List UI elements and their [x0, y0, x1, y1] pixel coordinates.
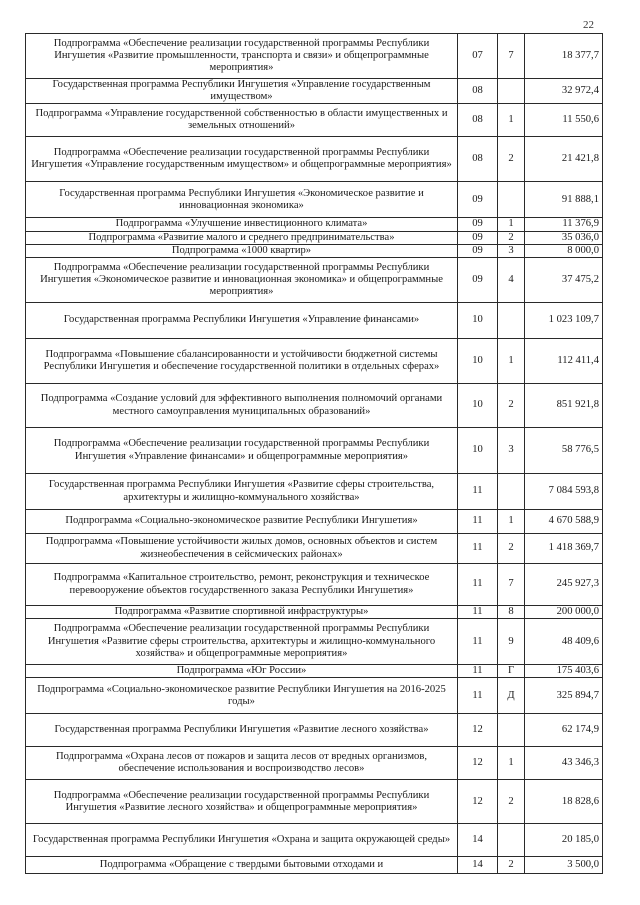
- subprogram-code-cell: 8: [498, 606, 525, 619]
- amount-cell: 11 376,9: [525, 218, 603, 231]
- program-code-cell: 10: [458, 384, 498, 428]
- subprogram-code-cell: 2: [498, 534, 525, 564]
- program-name-cell: Государственная программа Республики Ингушетия «Развитие лесного хозяйства»: [26, 714, 458, 747]
- amount-cell: 4 670 588,9: [525, 510, 603, 534]
- program-code-cell: 10: [458, 428, 498, 474]
- subprogram-code-cell: 3: [498, 428, 525, 474]
- program-code-cell: 08: [458, 79, 498, 104]
- program-code-cell: 11: [458, 606, 498, 619]
- subprogram-code-cell: 2: [498, 780, 525, 824]
- program-code-cell: 11: [458, 474, 498, 510]
- program-code-cell: 12: [458, 747, 498, 780]
- amount-cell: 11 550,6: [525, 104, 603, 137]
- program-code-cell: 14: [458, 857, 498, 874]
- subprogram-code-cell: 1: [498, 510, 525, 534]
- table-row: [26, 857, 603, 874]
- subprogram-code-cell: 2: [498, 137, 525, 182]
- program-code-cell: 09: [458, 244, 498, 257]
- program-code-cell: 08: [458, 137, 498, 182]
- table-row: [26, 384, 603, 428]
- subprogram-code-cell: 1: [498, 339, 525, 384]
- subprogram-code-cell: 2: [498, 857, 525, 874]
- program-code-cell: 11: [458, 619, 498, 665]
- program-code-cell: 09: [458, 218, 498, 231]
- program-code-cell: 12: [458, 780, 498, 824]
- program-name-cell: Подпрограмма «Обеспечение реализации государственной программы Республики Ингушетия «Управление государственным имуществом» и общепрограммные мероприятия»: [26, 137, 458, 182]
- table-row: [26, 244, 603, 257]
- subprogram-code-cell: [498, 824, 525, 857]
- table-row: [26, 34, 603, 79]
- amount-cell: 91 888,1: [525, 182, 603, 218]
- subprogram-code-cell: Г: [498, 665, 525, 678]
- table-row: [26, 534, 603, 564]
- subprogram-code-cell: Д: [498, 678, 525, 714]
- table-row: [26, 619, 603, 665]
- amount-cell: 20 185,0: [525, 824, 603, 857]
- program-name-cell: Государственная программа Республики Ингушетия «Управление государственным имуществом»: [26, 79, 458, 104]
- table-row: [26, 606, 603, 619]
- table-row: [26, 474, 603, 510]
- program-name-cell: Подпрограмма «Создание условий для эффективного выполнения полномочий органами местного самоуправления муниципальных образований»: [26, 384, 458, 428]
- program-code-cell: 14: [458, 824, 498, 857]
- amount-cell: 112 411,4: [525, 339, 603, 384]
- program-name-cell: Подпрограмма «Социально-экономическое развитие Республики Ингушетия»: [26, 510, 458, 534]
- program-code-cell: 11: [458, 510, 498, 534]
- amount-cell: 18 828,6: [525, 780, 603, 824]
- budget-table: [25, 33, 603, 874]
- program-name-cell: Подпрограмма «Обеспечение реализации государственной программы Республики Ингушетия «Развитие промышленности, транспорта и связи» и общепрограммные мероприятия»: [26, 34, 458, 79]
- program-code-cell: 09: [458, 231, 498, 244]
- subprogram-code-cell: 9: [498, 619, 525, 665]
- subprogram-code-cell: 2: [498, 231, 525, 244]
- table-row: [26, 714, 603, 747]
- subprogram-code-cell: [498, 474, 525, 510]
- subprogram-code-cell: 4: [498, 258, 525, 303]
- subprogram-code-cell: 1: [498, 218, 525, 231]
- amount-cell: 35 036,0: [525, 231, 603, 244]
- subprogram-code-cell: 2: [498, 384, 525, 428]
- budget-table-body: [26, 34, 603, 874]
- program-code-cell: 10: [458, 303, 498, 339]
- program-name-cell: Подпрограмма «Обращение с твердыми бытовыми отходами и: [26, 857, 458, 874]
- program-code-cell: 09: [458, 182, 498, 218]
- program-name-cell: Подпрограмма «Обеспечение реализации государственной программы Республики Ингушетия «Развитие лесного хозяйства» и общепрограммные мероприятия»: [26, 780, 458, 824]
- subprogram-code-cell: 1: [498, 747, 525, 780]
- subprogram-code-cell: [498, 79, 525, 104]
- program-name-cell: Подпрограмма «Улучшение инвестиционного климата»: [26, 218, 458, 231]
- amount-cell: 200 000,0: [525, 606, 603, 619]
- table-row: [26, 665, 603, 678]
- amount-cell: 175 403,6: [525, 665, 603, 678]
- program-name-cell: Подпрограмма «Обеспечение реализации государственной программы Республики Ингушетия «Экономическое развитие и инновационная экономика» и общепрограммные мероприятия»: [26, 258, 458, 303]
- amount-cell: 851 921,8: [525, 384, 603, 428]
- amount-cell: 62 174,9: [525, 714, 603, 747]
- program-name-cell: Подпрограмма «Повышение устойчивости жилых домов, основных объектов и систем жизнеобеспечения в сейсмических районах»: [26, 534, 458, 564]
- amount-cell: 1 418 369,7: [525, 534, 603, 564]
- table-row: [26, 339, 603, 384]
- subprogram-code-cell: 7: [498, 564, 525, 606]
- program-name-cell: Подпрограмма «Повышение сбалансированности и устойчивости бюджетной системы Республики Ингушетия и обеспечение государственной политики в отдельных сферах»: [26, 339, 458, 384]
- program-name-cell: Подпрограмма «Капитальное строительство, ремонт, реконструкция и техническое перевооружение объектов государственного заказа Республики Ингушетия»: [26, 564, 458, 606]
- program-code-cell: 11: [458, 564, 498, 606]
- table-row: [26, 824, 603, 857]
- amount-cell: 8 000,0: [525, 244, 603, 257]
- program-name-cell: Подпрограмма «Развитие малого и среднего предпринимательства»: [26, 231, 458, 244]
- subprogram-code-cell: 3: [498, 244, 525, 257]
- table-row: [26, 182, 603, 218]
- table-row: [26, 79, 603, 104]
- amount-cell: 37 475,2: [525, 258, 603, 303]
- program-name-cell: Подпрограмма «Социально-экономическое развитие Республики Ингушетия на 2016-2025 годы»: [26, 678, 458, 714]
- amount-cell: 21 421,8: [525, 137, 603, 182]
- subprogram-code-cell: [498, 182, 525, 218]
- subprogram-code-cell: 1: [498, 104, 525, 137]
- amount-cell: 245 927,3: [525, 564, 603, 606]
- program-code-cell: 09: [458, 258, 498, 303]
- program-name-cell: Подпрограмма «Развитие спортивной инфраструктуры»: [26, 606, 458, 619]
- amount-cell: 58 776,5: [525, 428, 603, 474]
- table-row: [26, 218, 603, 231]
- subprogram-code-cell: 7: [498, 34, 525, 79]
- table-row: [26, 104, 603, 137]
- program-code-cell: 11: [458, 665, 498, 678]
- program-name-cell: Подпрограмма «Управление государственной собственностью в области имущественных и земельных отношений»: [26, 104, 458, 137]
- table-row: [26, 428, 603, 474]
- amount-cell: 325 894,7: [525, 678, 603, 714]
- amount-cell: 1 023 109,7: [525, 303, 603, 339]
- table-row: [26, 231, 603, 244]
- page-number: 22: [583, 19, 594, 31]
- program-code-cell: 07: [458, 34, 498, 79]
- program-code-cell: 10: [458, 339, 498, 384]
- program-name-cell: Государственная программа Республики Ингушетия «Охрана и защита окружающей среды»: [26, 824, 458, 857]
- amount-cell: 7 084 593,8: [525, 474, 603, 510]
- table-row: [26, 137, 603, 182]
- table-row: [26, 303, 603, 339]
- program-name-cell: Подпрограмма «Юг России»: [26, 665, 458, 678]
- amount-cell: 48 409,6: [525, 619, 603, 665]
- program-code-cell: 12: [458, 714, 498, 747]
- table-row: [26, 678, 603, 714]
- program-name-cell: Подпрограмма «Обеспечение реализации государственной программы Республики Ингушетия «Развитие сферы строительства, архитектуры и жилищно-коммунального хозяйства» и общепрограммные мероприятия»: [26, 619, 458, 665]
- program-name-cell: Государственная программа Республики Ингушетия «Управление финансами»: [26, 303, 458, 339]
- program-code-cell: 11: [458, 678, 498, 714]
- amount-cell: 43 346,3: [525, 747, 603, 780]
- table-row: [26, 780, 603, 824]
- program-name-cell: Государственная программа Республики Ингушетия «Развитие сферы строительства, архитектуры и жилищно-коммунального хозяйства»: [26, 474, 458, 510]
- program-code-cell: 08: [458, 104, 498, 137]
- amount-cell: 32 972,4: [525, 79, 603, 104]
- program-name-cell: Подпрограмма «1000 квартир»: [26, 244, 458, 257]
- program-name-cell: Подпрограмма «Обеспечение реализации государственной программы Республики Ингушетия «Управление финансами» и общепрограммные мероприятия»: [26, 428, 458, 474]
- table-row: [26, 258, 603, 303]
- subprogram-code-cell: [498, 714, 525, 747]
- program-name-cell: Подпрограмма «Охрана лесов от пожаров и защита лесов от вредных организмов, обеспечение использования и воспроизводство лесов»: [26, 747, 458, 780]
- table-row: [26, 747, 603, 780]
- table-row: [26, 510, 603, 534]
- subprogram-code-cell: [498, 303, 525, 339]
- program-code-cell: 11: [458, 534, 498, 564]
- amount-cell: 3 500,0: [525, 857, 603, 874]
- table-row: [26, 564, 603, 606]
- program-name-cell: Государственная программа Республики Ингушетия «Экономическое развитие и инновационная экономика»: [26, 182, 458, 218]
- amount-cell: 18 377,7: [525, 34, 603, 79]
